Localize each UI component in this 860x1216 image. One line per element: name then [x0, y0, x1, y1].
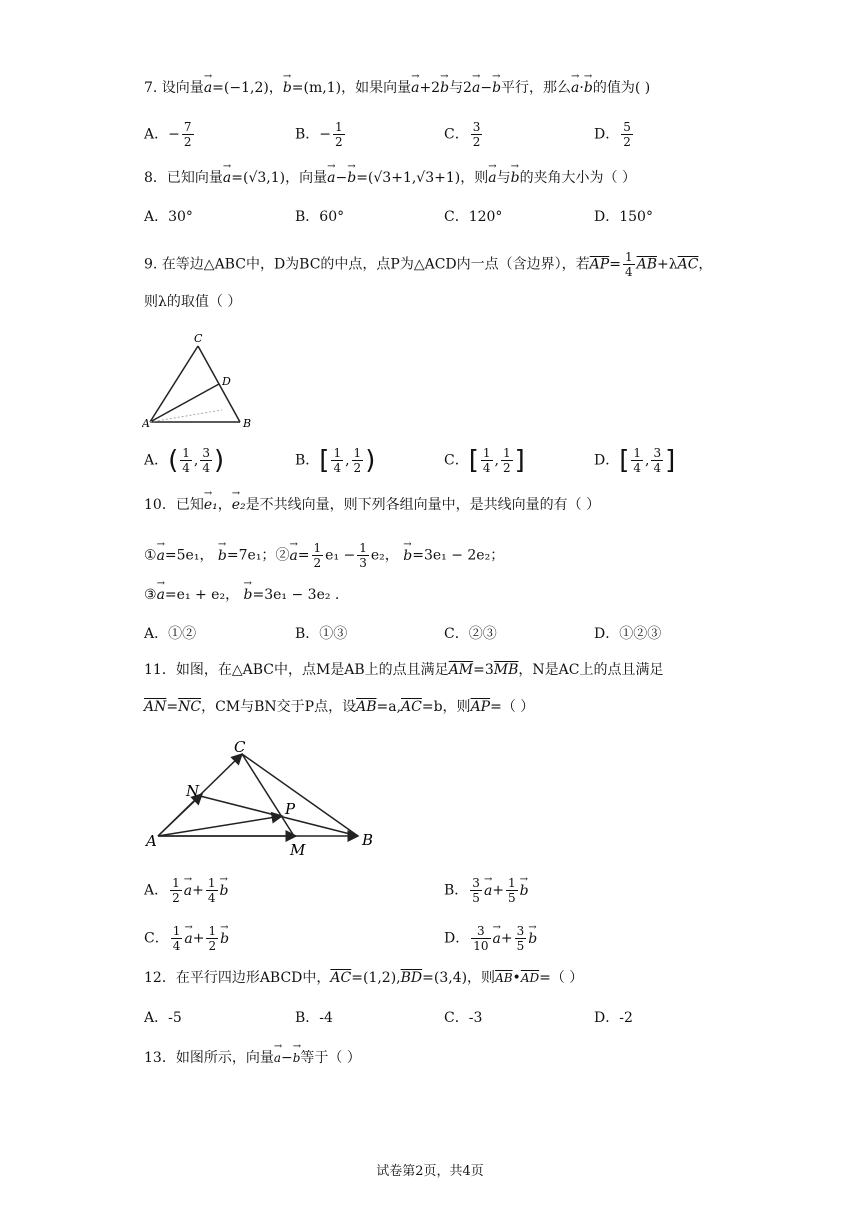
q9-option-a[interactable]: A．( $\frac{1}{4}$ , $\frac{3}{4}$ ) [144, 445, 225, 476]
q9-triangle-figure [142, 330, 262, 432]
vec-b: → b [283, 78, 292, 98]
q13-stem: 13．如图所示，向量→ a−→ b等于（ ） [144, 1048, 361, 1068]
vec-a: → a [204, 78, 212, 98]
q7-option-c[interactable]: C． $\frac{3}{2}$ [444, 120, 481, 149]
q10-option-b[interactable]: B．①③ [295, 626, 348, 642]
q10-groups-1-2: ①→ a=5e₁， → b=7e₁；②→ a= $\frac{1}{2}$ e₁ − $\frac{1}{3}$ e₂， → b=3e₁ − 2e₂； [144, 541, 504, 570]
q9-side-ac [150, 346, 198, 422]
q11-label-b: B [362, 831, 374, 849]
q9-median-ad [150, 384, 219, 422]
q11-label-a: A [146, 832, 157, 850]
q11-option-a[interactable]: A． $\frac{1}{2}$ → a+ $\frac{1}{4}$ → b [144, 876, 228, 905]
q11-option-d[interactable]: D． $\frac{3}{10}$ → a+ $\frac{3}{5}$ → b [444, 924, 537, 953]
q12-option-a[interactable]: A．-5 [144, 1010, 182, 1026]
q8-option-d[interactable]: D．150° [594, 209, 653, 225]
q10-group-3: ③→ a=e₁ + e₂， → b=3e₁ − 3e₂ . [144, 585, 339, 605]
q7-stem: 7. 设向量→ a=(−1,2)，→ b=(m,1)，如果向量→ a+2→ b与2→ a−→ b平行，那么→ a·→ b的值为( ) [144, 78, 650, 98]
q9-label-d: D [222, 375, 231, 388]
q9-label-a: A [142, 417, 150, 430]
q11-stem: 11．如图，在△ABC中，点M是AB上的点且满足$\overline{AM}=3\overline{MB}$，N是AC上的点且满足 [144, 662, 664, 678]
q11-side-cb [242, 754, 358, 836]
q8-option-c[interactable]: C．120° [444, 209, 503, 225]
q12-stem: 12．在平行四边形ABCD中，$\overline{AC}=(1,2),\overline{BD}=(3,4)$，则$\overline{AB}•\overline{AD}=$（ ） [144, 970, 584, 986]
q8-option-a[interactable]: A．30° [144, 209, 193, 225]
q9-label-c: C [194, 332, 203, 345]
q9-stem-line2: 则λ的取值（ ） [144, 294, 242, 310]
q10-option-d[interactable]: D．①②③ [594, 626, 662, 642]
q9-label-b: B [243, 417, 252, 430]
q11-stem-line2: $\overline{AN}=\overline{NC}$，CM与BN交于P点，设$\overline{AB}=a,\overline{AC}=b$，则$\overline{AP}=$（ ） [144, 699, 535, 715]
q7-option-d[interactable]: D． $\frac{5}{2}$ [594, 120, 631, 149]
q11-label-c: C [234, 738, 246, 756]
q10-option-a[interactable]: A．①② [144, 626, 197, 642]
page-footer: 试卷第2页，共4页 [376, 1164, 484, 1179]
q11-label-m: M [290, 841, 306, 859]
q12-option-b[interactable]: B．-4 [295, 1010, 333, 1026]
q12-option-c[interactable]: C．-3 [444, 1010, 483, 1026]
q11-line-cm [242, 754, 294, 836]
q11-option-c[interactable]: C． $\frac{1}{4}$ → a+ $\frac{1}{2}$ → b [144, 924, 229, 953]
q9-option-b[interactable]: B．[ $\frac{1}{4}$ , $\frac{1}{2}$ ) [295, 445, 376, 476]
q9-option-d[interactable]: D．[ $\frac{1}{4}$ , $\frac{3}{4}$ ] [594, 445, 676, 476]
q7-option-b[interactable]: B．− $\frac{1}{2}$ [295, 120, 343, 149]
q11-triangle-figure [144, 738, 384, 862]
q9-option-c[interactable]: C．[ $\frac{1}{4}$ , $\frac{1}{2}$ ] [444, 445, 525, 476]
q9-stem: 9. 在等边△ABC中，D为BC的中点，点P为△ACD内一点（含边界），若$\overline{AP}=$ $\frac{1}{4}$ $\overline{AB}+\lambda\overline{AC}$， [144, 250, 713, 279]
q10-stem: 10．已知→ e₁，→ e₂是不共线向量，则下列各组向量中，是共线向量的有（ ） [144, 495, 600, 515]
q11-label-n: N [186, 782, 200, 800]
q8-option-b[interactable]: B．60° [295, 209, 345, 225]
q8-stem: 8．已知向量→ a=(√3,1)，向量→ a−→ b=(√3+1,√3+1)，则→ a与→ b的夹角大小为（ ） [144, 168, 636, 188]
q10-option-c[interactable]: C．②③ [444, 626, 497, 642]
q11-label-p: P [285, 800, 296, 818]
q12-option-d[interactable]: D．-2 [594, 1010, 633, 1026]
q7-option-a[interactable]: A．− $\frac{7}{2}$ [144, 120, 192, 149]
q11-option-b[interactable]: B． $\frac{3}{5}$ → a+ $\frac{1}{5}$ → b [444, 876, 529, 905]
